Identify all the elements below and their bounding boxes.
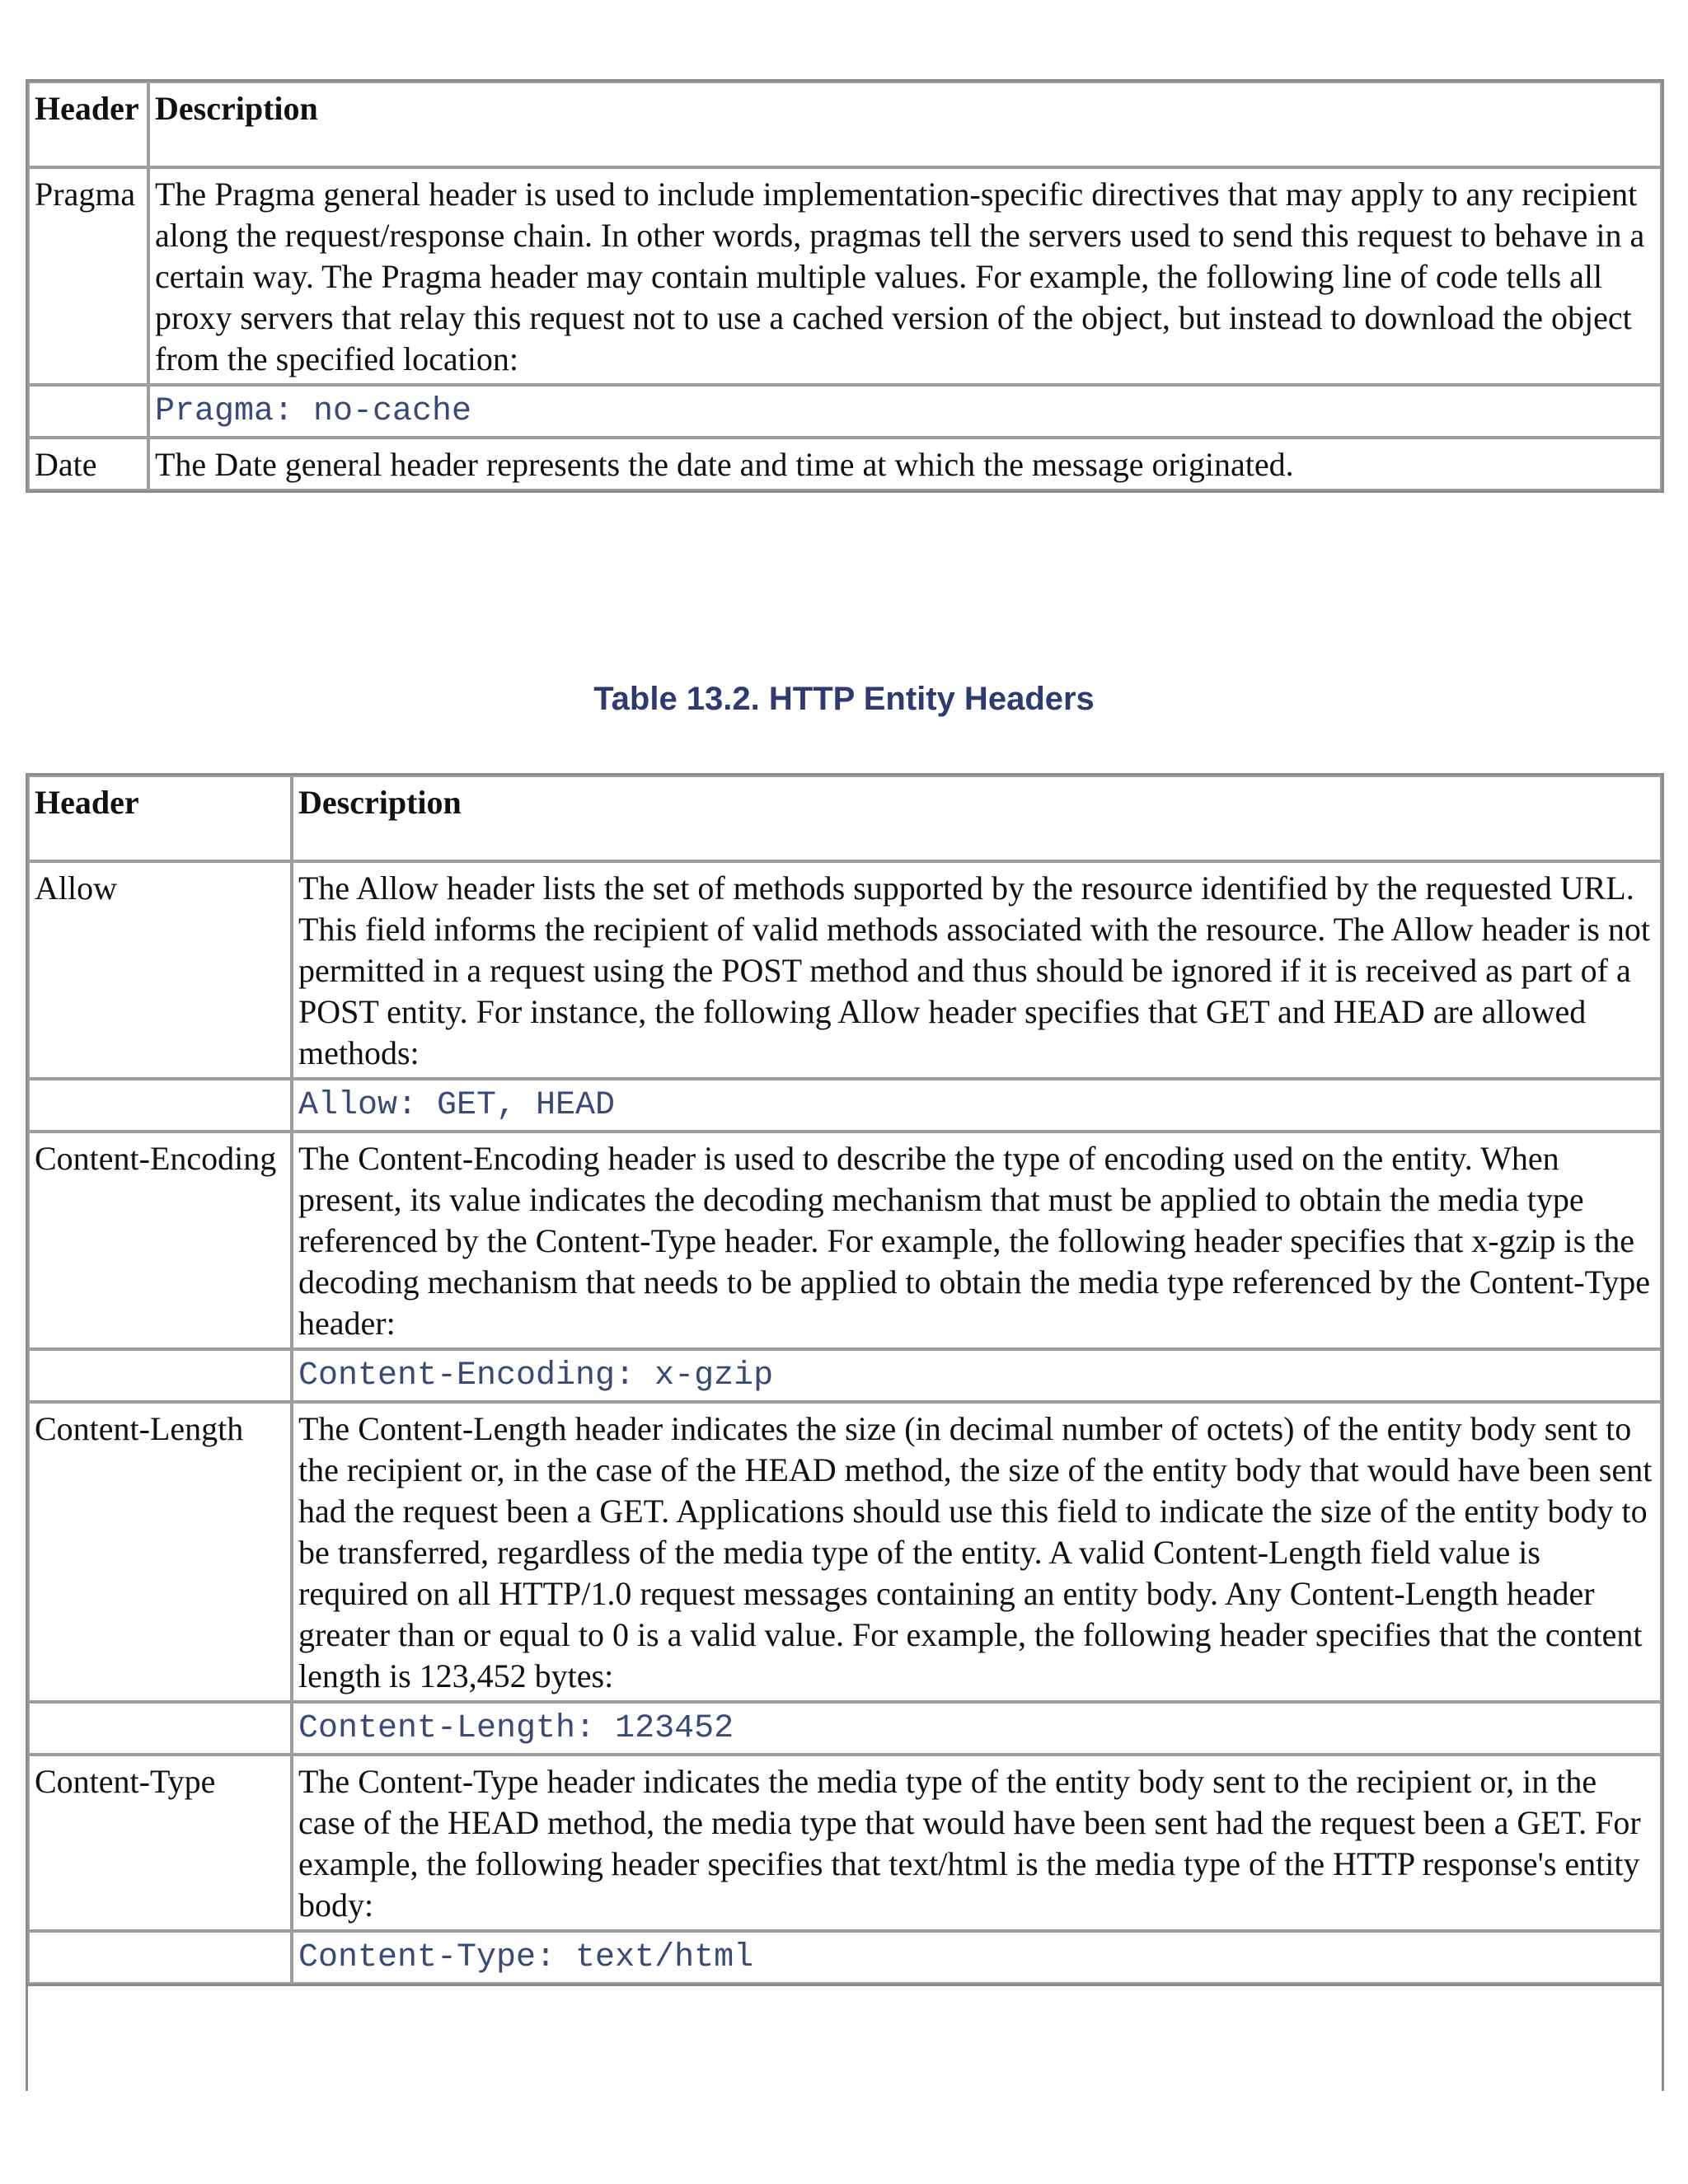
column-header-header: Header: [28, 82, 148, 167]
code-example-allow: Allow: GET, HEAD: [292, 1079, 1662, 1132]
table-caption: Table 13.2. HTTP Entity Headers: [593, 681, 1095, 717]
empty-cell: [28, 385, 148, 438]
column-header-header: Header: [28, 776, 292, 861]
code-row: [28, 1349, 1662, 1402]
code-example-content-type: Content-Type: text/html: [292, 1931, 1662, 1984]
code-example-content-length: Content-Length: 123452: [292, 1702, 1662, 1755]
table-row: [28, 861, 1662, 1079]
table-row: [28, 438, 1662, 490]
header-description-content-type: The Content-Type header indicates the media type of the entity body sent to the recipient or, in the case of the HEAD method, the media type that would have been sent had the request been a GET. For example, the following header specifies that text/html is the media type of the HTTP response's entity body:: [292, 1755, 1662, 1931]
entity-headers-table: [26, 773, 1664, 1986]
header-name-allow: Allow: [28, 861, 292, 1079]
header-description-content-encoding: The Content-Encoding header is used to describe the type of encoding used on the entity. When present, its value indicates the decoding mechanism that must be applied to obtain the media type referenced by the Content-Type header. For example, the following header specifies that x-gzip is the decoding mechanism that needs to be applied to obtain the media type referenced by the Content-Type header:: [292, 1132, 1662, 1349]
empty-cell: [28, 1702, 292, 1755]
code-example-content-encoding: Content-Encoding: x-gzip: [292, 1349, 1662, 1402]
code-row: [28, 385, 1662, 438]
column-header-description: Description: [148, 82, 1662, 167]
table-row: [28, 1132, 1662, 1349]
table-header-row: [28, 776, 1662, 861]
header-name-content-encoding: Content-Encoding: [28, 1132, 292, 1349]
code-row: [28, 1702, 1662, 1755]
empty-cell: [28, 1079, 292, 1132]
code-row: [28, 1931, 1662, 1984]
code-example-pragma: Pragma: no-cache: [148, 385, 1662, 438]
table-row: [28, 1755, 1662, 1931]
table-header-row: [28, 82, 1662, 167]
column-header-description: Description: [292, 776, 1662, 861]
header-description-content-length: The Content-Length header indicates the size (in decimal number of octets) of the entity body sent to the recipient or, in the case of the HEAD method, the size of the entity body that would have been sent had the request been a GET. Applications should use this field to indicate the size of the entity body to be transferred, regardless of the media type of the entity. A valid Content-Length field value is required on all HTTP/1.0 request messages containing an entity body. Any Content-Length header greater than or equal to 0 is a valid value. For example, the following header specifies that the content length is 123,452 bytes:: [292, 1402, 1662, 1702]
table-continuation: [26, 1984, 1664, 2091]
table-row: [28, 1402, 1662, 1702]
empty-cell: [28, 1931, 292, 1984]
header-name-content-length: Content-Length: [28, 1402, 292, 1702]
general-headers-table: [26, 79, 1664, 493]
header-name-date: Date: [28, 438, 148, 490]
header-description-date: The Date general header represents the date and time at which the message originated.: [148, 438, 1662, 490]
table-row: [28, 167, 1662, 385]
header-description-allow: The Allow header lists the set of methods supported by the resource identified by the requested URL. This field informs the recipient of valid methods associated with the resource. The Allow header is not permitted in a request using the POST method and thus should be ignored if it is received as part of a POST entity. For instance, the following Allow header specifies that GET and HEAD are allowed methods:: [292, 861, 1662, 1079]
header-name-pragma: Pragma: [28, 167, 148, 385]
header-description-pragma: The Pragma general header is used to include implementation-specific directives that may apply to any recipient along the request/response chain. In other words, pragmas tell the servers used to send this request to behave in a certain way. The Pragma header may contain multiple values. For example, the following line of code tells all proxy servers that relay this request not to use a cached version of the object, but instead to download the object from the specified location:: [148, 167, 1662, 385]
empty-cell: [28, 1349, 292, 1402]
header-name-content-type: Content-Type: [28, 1755, 292, 1931]
code-row: [28, 1079, 1662, 1132]
